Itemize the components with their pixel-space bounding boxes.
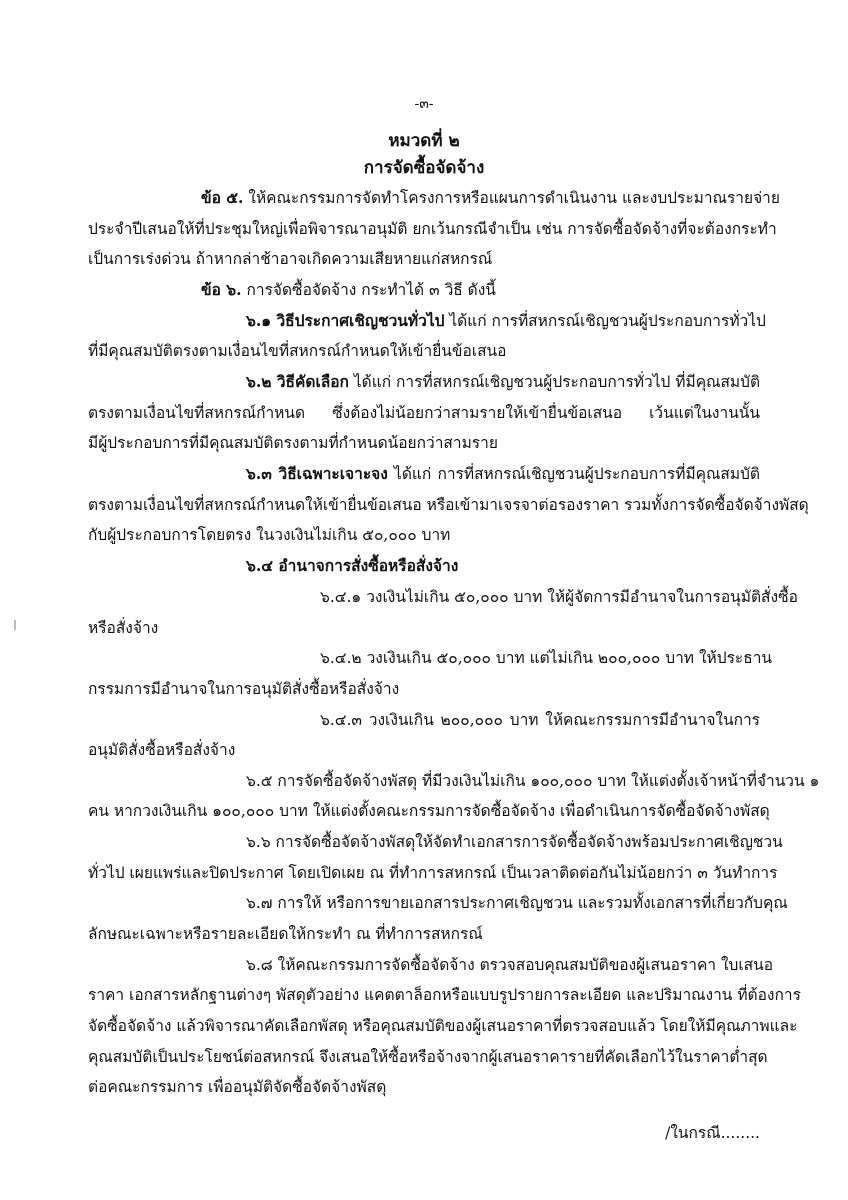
- section-6-8-line-4: คุณสมบัติเป็นประโยชน์ต่อสหกรณ์ จึงเสนอให้ซื้อหรือจ้างจากผู้เสนอราคารายที่คัดเลือกไว้ในราคาต่ำสุด: [88, 1048, 768, 1066]
- section-6-1-head: ๖.๑ วิธีประกาศเชิญชวนทั่วไป: [246, 311, 445, 330]
- section-6-4-3-line-2: อนุมัติสั่งซื้อหรือสั่งจ้าง: [88, 741, 236, 759]
- page-number: -๓-: [414, 96, 434, 112]
- section-6-2-line-2: ตรงตามเงื่อนไขที่สหกรณ์กำหนด ซึ่งต้องไม่น้อยกว่าสามรายให้เข้ายื่นข้อเสนอ เว้นแต่ในงานนั้น: [88, 404, 760, 422]
- section-6-3-head: ๖.๓ วิธีเฉพาะเจาะจง: [246, 464, 388, 483]
- continuation-marker: /ในกรณี........: [665, 1124, 760, 1142]
- clause-5-line-1: ข้อ ๕. ให้คณะกรรมการจัดทำโครงการหรือแผนการดำเนินงาน และงบประมาณรายจ่าย: [201, 188, 780, 207]
- clause-5-head: ข้อ ๕.: [201, 188, 244, 207]
- section-6-5-line-2: คน หากวงเงินเกิน ๑๐๐,๐๐๐ บาท ให้แต่งตั้งคณะกรรมการจัดซื้อจัดจ้าง เพื่อดำเนินการจัดซื้อจัดจ้างพัสดุ: [88, 802, 770, 820]
- chapter-subtitle: การจัดซื้อจัดจ้าง: [363, 158, 485, 178]
- clause-5-line-2: ประจำปีเสนอให้ที่ประชุมใหญ่เพื่อพิจารณาอนุมัติ ยกเว้นกรณีจำเป็น เช่น การจัดซื้อจัดจ้างที่จะต้องกระทำ: [88, 220, 777, 238]
- section-6-4-2-line-1: ๖.๔.๒ วงเงินเกิน ๕๐,๐๐๐ บาท แต่ไม่เกิน ๒๐๐,๐๐๐ บาท ให้ประธาน: [320, 649, 772, 667]
- section-6-3-line-1: ๖.๓ วิธีเฉพาะเจาะจง ได้แก่ การที่สหกรณ์เชิญชวนผู้ประกอบการที่มีคุณสมบัติ: [246, 464, 760, 483]
- section-6-4-2-line-2: กรรมการมีอำนาจในการอนุมัติสั่งซื้อหรือสั่งจ้าง: [88, 680, 400, 698]
- clause-6-head: ข้อ ๖.: [201, 280, 242, 299]
- section-6-6-line-1: ๖.๖ การจัดซื้อจัดจ้างพัสดุให้จัดทำเอกสารการจัดซื้อจัดจ้างพร้อมประกาศเชิญชวน: [246, 833, 783, 851]
- section-6-5-line-1: ๖.๕ การจัดซื้อจัดจ้างพัสดุ ที่มีวงเงินไม่เกิน ๑๐๐,๐๐๐ บาท ให้แต่งตั้งเจ้าหน้าที่จำนวน ๑: [246, 772, 820, 790]
- section-6-4-head: ๖.๔ อำนาจการสั่งซื้อหรือสั่งจ้าง: [246, 556, 459, 575]
- section-6-8-line-5: ต่อคณะกรรมการ เพื่ออนุมัติจัดซื้อจัดจ้างพัสดุ: [88, 1078, 387, 1096]
- section-6-4-3-line-1: ๖.๔.๓ วงเงินเกิน ๒๐๐,๐๐๐ บาท ให้คณะกรรมการมีอำนาจในการ: [320, 711, 760, 729]
- section-6-4-1-line-2: หรือสั่งจ้าง: [88, 619, 159, 637]
- section-6-3-line-2: ตรงตามเงื่อนไขที่สหกรณ์กำหนดให้เข้ายื่นข้อเสนอ หรือเข้ามาเจรจาต่อรองราคา รวมทั้งการจัดซื้อจัดจ้างพัสดุ: [88, 496, 809, 514]
- section-6-1-line-2: ที่มีคุณสมบัติตรงตามเงื่อนไขที่สหกรณ์กำหนดให้เข้ายื่นข้อเสนอ: [88, 342, 507, 360]
- section-6-1-line-1: ๖.๑ วิธีประกาศเชิญชวนทั่วไป ได้แก่ การที่สหกรณ์เชิญชวนผู้ประกอบการทั่วไป: [246, 311, 766, 330]
- section-6-2-head: ๖.๒ วิธีคัดเลือก: [246, 372, 349, 391]
- clause-5-line-3: เป็นการเร่งด่วน ถ้าหากล่าช้าอาจเกิดความเสียหายแก่สหกรณ์: [88, 250, 493, 268]
- section-6-8-line-1: ๖.๘ ให้คณะกรรมการจัดซื้อจัดจ้าง ตรวจสอบคุณสมบัติของผู้เสนอราคา ใบเสนอ: [246, 956, 774, 974]
- section-6-7-line-1: ๖.๗ การให้ หรือการขายเอกสารประกาศเชิญชวน และรวมทั้งเอกสารที่เกี่ยวกับคุณ: [246, 894, 788, 912]
- section-6-2-line-1: ๖.๒ วิธีคัดเลือก ได้แก่ การที่สหกรณ์เชิญชวนผู้ประกอบการทั่วไป ที่มีคุณสมบัติ: [246, 372, 761, 391]
- scan-margin-mark: [14, 620, 16, 630]
- section-6-6-line-2: ทั่วไป เผยแพร่และปิดประกาศ โดยเปิดเผย ณ ที่ทำการสหกรณ์ เป็นเวลาติดต่อกันไม่น้อยกว่า ๓ วันทำการ: [88, 864, 778, 882]
- section-6-2-line-3: มีผู้ประกอบการที่มีคุณสมบัติตรงตามที่กำหนดน้อยกว่าสามราย: [88, 434, 498, 452]
- section-6-4-1-line-1: ๖.๔.๑ วงเงินไม่เกิน ๕๐,๐๐๐ บาท ให้ผู้จัดการมีอำนาจในการอนุมัติสั่งซื้อ: [320, 588, 798, 606]
- section-6-3-line-3: กับผู้ประกอบการโดยตรง ในวงเงินไม่เกิน ๕๐,๐๐๐ บาท: [88, 526, 451, 544]
- section-6-8-line-2: ราคา เอกสารหลักฐานต่างๆ พัสดุตัวอย่าง แคตตาล็อกหรือแบบรูปรายการละเอียด และปริมาณงาน ที่ต้องการ: [88, 986, 801, 1004]
- chapter-title: หมวดที่ ๒: [388, 131, 460, 151]
- clause-6-line-1: ข้อ ๖. การจัดซื้อจัดจ้าง กระทำได้ ๓ วิธี ดังนี้: [201, 280, 496, 299]
- section-6-7-line-2: ลักษณะเฉพาะหรือรายละเอียดให้กระทำ ณ ที่ทำการสหกรณ์: [88, 925, 483, 943]
- section-6-8-line-3: จัดซื้อจัดจ้าง แล้วพิจารณาคัดเลือกพัสดุ หรือคุณสมบัติของผู้เสนอราคาที่ตรวจสอบแล้ว โดยให้มีคุณภาพและ: [88, 1017, 798, 1035]
